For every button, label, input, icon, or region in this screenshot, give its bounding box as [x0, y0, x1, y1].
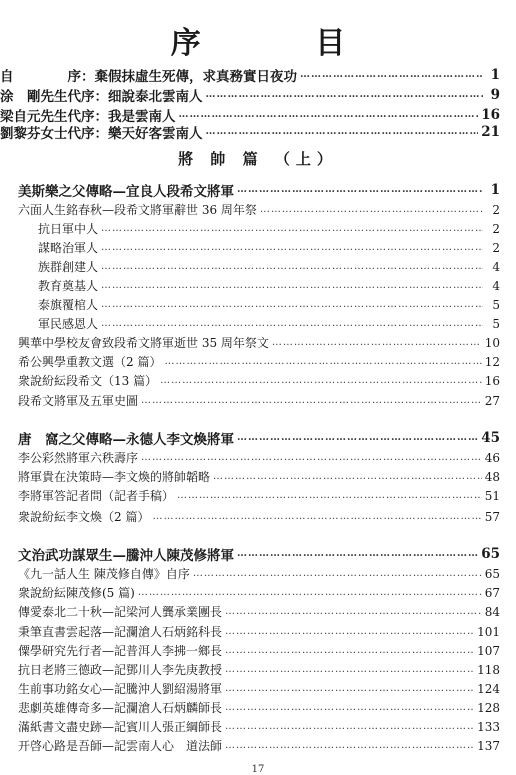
page-number: 2: [492, 221, 500, 236]
page-number: 16: [481, 106, 500, 123]
toc-entry: [0, 200, 516, 219]
page-number: 65: [484, 566, 500, 581]
page-number: 46: [484, 450, 500, 465]
page-number: 67: [484, 585, 500, 600]
page-footer-number: 17: [251, 764, 265, 775]
leader-dots: [101, 318, 483, 329]
page-number: 124: [477, 681, 500, 696]
page-number: 51: [484, 488, 500, 503]
toc-entry: [0, 564, 516, 583]
leader-dots: [177, 490, 482, 501]
page-number: 137: [477, 738, 500, 753]
preface-row: [0, 85, 516, 104]
leader-dots: [225, 606, 482, 617]
page-number: 4: [492, 259, 500, 274]
page-number: 27: [484, 393, 500, 408]
entry-label: 泰旗覆棺人: [38, 298, 99, 312]
entry-label: 段希文將軍及五軍史圖: [18, 394, 139, 408]
entry-label: 興華中學校友會致段希文將軍逝世 35 周年祭文: [18, 336, 269, 350]
toc-entry: [0, 660, 516, 679]
page-number: 65: [481, 545, 500, 562]
leader-dots: [206, 126, 479, 137]
page-number: 2: [492, 202, 500, 217]
page-number: 1: [490, 181, 500, 198]
preface-label: 涂 剛先生代序：细說泰北雲南人: [0, 88, 203, 105]
page-number: 101: [477, 624, 500, 639]
toc-entry: [0, 622, 516, 641]
page-number: 2: [492, 240, 500, 255]
entry-label: 希公興學重教文選（2 篇）: [18, 355, 162, 369]
page-title: 序 目: [170, 26, 398, 61]
entry-label: 李公彩然將軍六秩壽序: [18, 451, 139, 465]
leader-dots: [160, 375, 482, 386]
page-number: 4: [492, 278, 500, 293]
page-number: 84: [484, 604, 500, 619]
toc-entry: [0, 180, 516, 199]
entry-label: 衆說紛紜李文煥（2 篇）: [18, 510, 150, 524]
leader-dots: [225, 626, 474, 637]
page-number: 21: [481, 123, 500, 140]
page-number: 45: [481, 429, 500, 446]
leader-dots: [206, 89, 484, 100]
page-number: 10: [484, 335, 500, 350]
toc-entry: [0, 257, 516, 276]
page-number: 9: [490, 86, 500, 103]
page-number: 1: [490, 66, 500, 83]
toc-entry: [0, 583, 516, 602]
toc-entry: [0, 295, 516, 314]
page-number: 118: [477, 662, 500, 677]
entry-label: 李將軍答記者問（記者手稿）: [18, 489, 175, 503]
preface-label: 梁自元先生代序：我是雲南人: [0, 108, 176, 125]
leader-dots: [225, 683, 474, 694]
toc-entry: [0, 352, 516, 371]
entry-label: 教育奠基人: [38, 279, 99, 293]
toc-entry: [0, 486, 516, 505]
leader-dots: [225, 664, 474, 675]
leader-dots: [101, 223, 483, 234]
toc-entry: [0, 276, 516, 295]
preface-label: 劉黎芬女士代序：樂天好客雲南人: [0, 125, 203, 142]
leader-dots: [179, 109, 479, 120]
entry-label: 《九一話人生 陳茂修自傳》自序: [18, 567, 190, 581]
entry-label: 悲劇英雄傳奇多—記瀾滄人石炳麟師長: [18, 701, 223, 715]
toc-entry: [0, 314, 516, 333]
toc-entry: [0, 641, 516, 660]
toc-entry: [0, 448, 516, 467]
page-number: 48: [484, 469, 500, 484]
toc-entry: [0, 391, 516, 410]
toc-entry: [0, 736, 516, 755]
entry-label: 衆說紛紜陳茂修(5 篇): [18, 586, 135, 600]
preface-label: 自 序：棄假抹虛生死傳，求真務實日夜功: [0, 68, 297, 85]
entry-label: 謀略治軍人: [38, 241, 99, 255]
leader-dots: [101, 242, 483, 253]
leader-dots: [193, 568, 482, 579]
entry-label: 美斯樂之父傳略—宜良人段希文將軍: [18, 183, 234, 200]
leader-dots: [101, 280, 483, 291]
toc-entry: [0, 602, 516, 621]
page-number: 133: [477, 719, 500, 734]
toc-entry: [0, 467, 516, 486]
toc-entry: [0, 238, 516, 257]
entry-label: 文治武功謀眾生—騰沖人陳茂修將軍: [18, 547, 234, 564]
toc-entry: [0, 544, 516, 563]
preface-row: [0, 65, 516, 84]
page-number: 16: [484, 373, 500, 388]
toc-entry: [0, 371, 516, 390]
leader-dots: [213, 471, 482, 482]
leader-dots: [152, 511, 481, 522]
leader-dots: [101, 261, 483, 272]
toc-entry: [0, 219, 516, 238]
page-number: 5: [492, 316, 500, 331]
entry-label: 僳學研究先行者—記普洱人李拂一鄉長: [18, 644, 223, 658]
toc-entry: [0, 428, 516, 447]
leader-dots: [260, 204, 483, 215]
leader-dots: [141, 395, 482, 406]
toc-entry: [0, 333, 516, 352]
leader-dots: [225, 721, 474, 732]
entry-label: 衆說紛紜段希文（13 篇）: [18, 374, 158, 388]
leader-dots: [225, 740, 474, 751]
leader-dots: [237, 184, 483, 195]
page-number: 128: [477, 700, 500, 715]
leader-dots: [138, 587, 482, 598]
leader-dots: [225, 702, 474, 713]
toc-entry: [0, 717, 516, 736]
entry-label: 傳愛泰北二十秋—記梁河人龔承業團長: [18, 605, 223, 619]
toc-entry: [0, 507, 516, 526]
page-number: 5: [492, 297, 500, 312]
leader-dots: [164, 356, 481, 367]
page-number: 107: [477, 643, 500, 658]
entry-label: 抗日老將三德政—記鄧川人李先庚教授: [18, 663, 223, 677]
entry-label: 軍民感恩人: [38, 317, 99, 331]
leader-dots: [237, 548, 478, 559]
page-number: 12: [484, 354, 500, 369]
toc-entry: [0, 698, 516, 717]
entry-label: 生前事功銘女心—記騰沖人劉紹湯將軍: [18, 682, 223, 696]
entry-label: 开啓心路是吾師—記雲南人心 道法師: [18, 739, 223, 753]
entry-label: 唐 窩之父傳略—永德人李文煥將軍: [18, 431, 234, 448]
leader-dots: [225, 645, 474, 656]
entry-label: 六面人生銘春秋—段希文將軍辭世 36 周年祭: [18, 203, 257, 217]
entry-label: 秉筆直書雲起落—記瀾滄人石炳銘科長: [18, 625, 223, 639]
toc-entry: [0, 679, 516, 698]
leader-dots: [141, 452, 482, 463]
section-title: 將 帥 篇 （上）: [178, 150, 338, 168]
entry-label: 滿紙書文盡史跡—記賓川人張正綱師長: [18, 720, 223, 734]
leader-dots: [237, 432, 478, 443]
entry-label: 族群創建人: [38, 260, 99, 274]
leader-dots: [300, 69, 483, 80]
preface-row: [0, 122, 516, 141]
entry-label: 抗日軍中人: [38, 222, 99, 236]
leader-dots: [101, 299, 483, 310]
entry-label: 將軍貴在決策時—李文煥的將帥韜略: [18, 470, 211, 484]
page-number: 57: [484, 509, 500, 524]
leader-dots: [272, 337, 482, 348]
